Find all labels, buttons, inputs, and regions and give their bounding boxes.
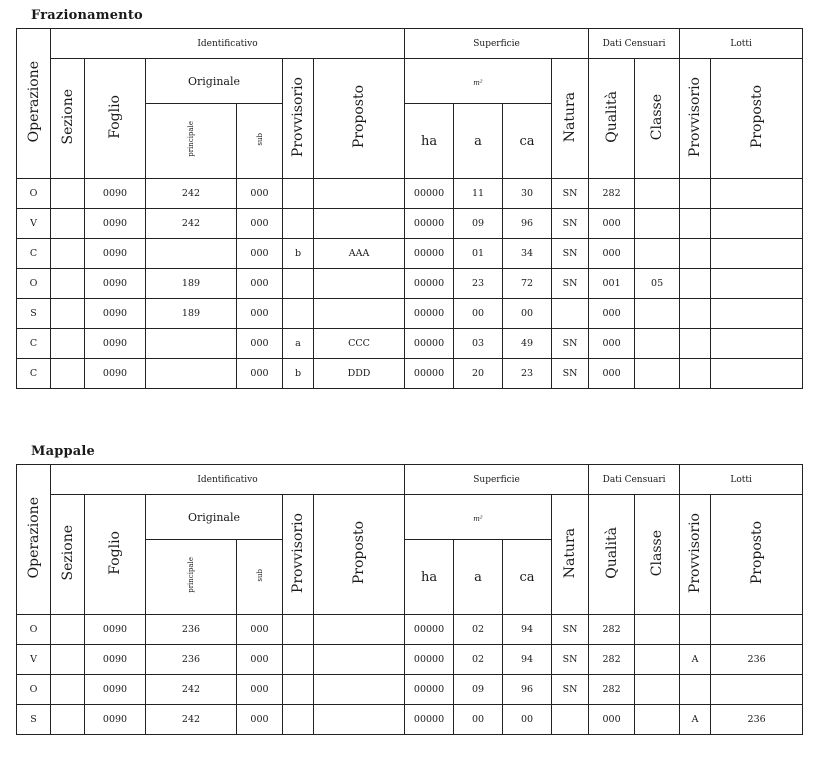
cell-sub: 000 — [237, 269, 283, 299]
cell-natura: SN — [552, 179, 589, 209]
table-row — [17, 329, 803, 359]
header-natura-label: Natura — [562, 91, 579, 143]
cell-proposto: CCC — [314, 329, 405, 359]
table-row — [17, 675, 803, 705]
cell-provvisorio — [283, 299, 314, 329]
header-ca: ca — [503, 104, 552, 179]
cell-a: 02 — [454, 615, 503, 645]
cell-sub: 000 — [237, 705, 283, 735]
cell-natura — [552, 299, 589, 329]
header-sub — [237, 540, 283, 615]
cell-natura — [552, 705, 589, 735]
cell-proposto — [314, 179, 405, 209]
cell-natura: SN — [552, 269, 589, 299]
cell-qualita: 000 — [589, 239, 635, 269]
cell-sub: 000 — [237, 675, 283, 705]
header-sub — [237, 104, 283, 179]
cell-operazione: V — [17, 645, 51, 675]
header-qualita — [589, 59, 635, 179]
cell-qualita: 000 — [589, 209, 635, 239]
cell-ha: 00000 — [405, 615, 454, 645]
cell-ca: 00 — [503, 705, 552, 735]
cell-proposto — [314, 615, 405, 645]
cell-principale: 189 — [146, 269, 237, 299]
header-classe-label: Classe — [649, 529, 666, 577]
cell-principale: 242 — [146, 675, 237, 705]
cell-provvisorio — [283, 269, 314, 299]
cell-ca: 30 — [503, 179, 552, 209]
cell-proposto — [314, 675, 405, 705]
header-originale: Originale — [146, 495, 283, 540]
cell-lotti-proposto — [711, 239, 803, 269]
header-lotti-provvisorio — [680, 59, 711, 179]
cell-natura: SN — [552, 615, 589, 645]
header-sezione — [51, 495, 85, 615]
cell-ca: 00 — [503, 299, 552, 329]
cell-sezione — [51, 209, 85, 239]
cell-sub: 000 — [237, 209, 283, 239]
cell-operazione: O — [17, 179, 51, 209]
header-unit — [405, 495, 552, 540]
cell-natura: SN — [552, 359, 589, 389]
header-classe — [635, 59, 680, 179]
cell-ca: 34 — [503, 239, 552, 269]
cell-foglio: 0090 — [85, 359, 146, 389]
cell-principale: 236 — [146, 645, 237, 675]
header-operazione — [17, 29, 51, 179]
cell-proposto — [314, 269, 405, 299]
cell-sub: 000 — [237, 359, 283, 389]
cell-ca: 94 — [503, 615, 552, 645]
cell-ha: 00000 — [405, 269, 454, 299]
cell-sub: 000 — [237, 615, 283, 645]
table-row — [17, 705, 803, 735]
cell-natura: SN — [552, 675, 589, 705]
cell-ha: 00000 — [405, 359, 454, 389]
header-qualita-label: Qualità — [603, 527, 620, 579]
cell-provvisorio: b — [283, 359, 314, 389]
cell-a: 02 — [454, 645, 503, 675]
cell-operazione: V — [17, 209, 51, 239]
cell-operazione: C — [17, 239, 51, 269]
cell-lotti-provvisorio — [680, 615, 711, 645]
header-identificativo: Identificativo — [51, 465, 405, 495]
cell-ha: 00000 — [405, 329, 454, 359]
cell-ca: 49 — [503, 329, 552, 359]
cell-sezione — [51, 675, 85, 705]
cell-foglio: 0090 — [85, 645, 146, 675]
header-lotti-proposto-label: Proposto — [748, 85, 765, 149]
header-lotti-provvisorio-label: Provvisorio — [687, 76, 704, 158]
header-dati-censuari: Dati Censuari — [589, 29, 680, 59]
cell-operazione: O — [17, 615, 51, 645]
cell-provvisorio — [283, 705, 314, 735]
table-row — [17, 179, 803, 209]
cell-provvisorio: b — [283, 239, 314, 269]
cell-principale — [146, 359, 237, 389]
header-foglio — [85, 59, 146, 179]
cell-proposto: DDD — [314, 359, 405, 389]
header-sezione-label: Sezione — [59, 89, 76, 145]
cell-foglio: 0090 — [85, 705, 146, 735]
cell-ha: 00000 — [405, 209, 454, 239]
cell-principale — [146, 239, 237, 269]
cell-principale — [146, 329, 237, 359]
header-lotti-proposto — [711, 495, 803, 615]
header-qualita-label: Qualità — [603, 91, 620, 143]
cell-provvisorio — [283, 179, 314, 209]
cell-lotti-proposto: 236 — [711, 705, 803, 735]
cell-natura: SN — [552, 329, 589, 359]
cell-ha: 00000 — [405, 705, 454, 735]
cell-classe — [635, 239, 680, 269]
cell-natura: SN — [552, 239, 589, 269]
cell-qualita: 282 — [589, 645, 635, 675]
cell-natura: SN — [552, 645, 589, 675]
header-identificativo: Identificativo — [51, 29, 405, 59]
cell-proposto — [314, 645, 405, 675]
cell-sezione — [51, 329, 85, 359]
header-provvisorio — [283, 495, 314, 615]
cell-proposto — [314, 209, 405, 239]
cell-lotti-proposto — [711, 299, 803, 329]
header-proposto — [314, 495, 405, 615]
cell-foglio: 0090 — [85, 329, 146, 359]
header-principale — [146, 104, 237, 179]
header-lotti-proposto — [711, 59, 803, 179]
header-a: a — [454, 104, 503, 179]
cell-proposto — [314, 705, 405, 735]
header-foglio-label: Foglio — [107, 95, 123, 139]
cell-a: 00 — [454, 705, 503, 735]
cell-a: 03 — [454, 329, 503, 359]
cell-provvisorio — [283, 675, 314, 705]
cell-ha: 00000 — [405, 239, 454, 269]
cell-provvisorio — [283, 645, 314, 675]
header-classe-label: Classe — [649, 93, 666, 141]
section-title: Frazionamento — [31, 8, 143, 23]
cell-ca: 96 — [503, 675, 552, 705]
header-provvisorio-label: Provvisorio — [290, 76, 306, 158]
unit-label: m² — [473, 78, 483, 87]
cell-qualita: 000 — [589, 329, 635, 359]
header-provvisorio — [283, 59, 314, 179]
cell-operazione: S — [17, 299, 51, 329]
cell-classe: 05 — [635, 269, 680, 299]
cell-principale: 242 — [146, 179, 237, 209]
cell-provvisorio — [283, 615, 314, 645]
cell-lotti-provvisorio — [680, 299, 711, 329]
table-row — [17, 239, 803, 269]
cell-lotti-provvisorio: A — [680, 705, 711, 735]
header-natura — [552, 59, 589, 179]
header-superficie: Superficie — [405, 465, 589, 495]
cell-sezione — [51, 269, 85, 299]
cell-lotti-provvisorio: A — [680, 645, 711, 675]
cell-lotti-proposto — [711, 359, 803, 389]
cell-sezione — [51, 705, 85, 735]
header-natura — [552, 495, 589, 615]
cell-principale: 236 — [146, 615, 237, 645]
cell-a: 01 — [454, 239, 503, 269]
cell-ca: 23 — [503, 359, 552, 389]
cell-qualita: 282 — [589, 179, 635, 209]
header-foglio-label: Foglio — [107, 531, 123, 575]
header-originale: Originale — [146, 59, 283, 104]
header-a: a — [454, 540, 503, 615]
header-proposto — [314, 59, 405, 179]
cell-operazione: C — [17, 359, 51, 389]
header-operazione-label: Operazione — [25, 61, 42, 143]
header-provvisorio-label: Provvisorio — [290, 512, 306, 594]
cell-foglio: 0090 — [85, 675, 146, 705]
header-classe — [635, 495, 680, 615]
cell-operazione: S — [17, 705, 51, 735]
cell-lotti-proposto — [711, 269, 803, 299]
header-lotti: Lotti — [680, 465, 803, 495]
cell-lotti-proposto — [711, 179, 803, 209]
cell-a: 09 — [454, 675, 503, 705]
header-principale-label: principale — [187, 121, 195, 157]
cell-qualita: 282 — [589, 675, 635, 705]
cell-sub: 000 — [237, 329, 283, 359]
cell-ca: 96 — [503, 209, 552, 239]
cell-classe — [635, 209, 680, 239]
cell-principale: 189 — [146, 299, 237, 329]
header-qualita — [589, 495, 635, 615]
cell-a: 20 — [454, 359, 503, 389]
header-natura-label: Natura — [562, 527, 579, 579]
header-sub-label: sub — [255, 568, 264, 582]
cell-lotti-proposto — [711, 615, 803, 645]
cell-lotti-proposto — [711, 209, 803, 239]
cell-sezione — [51, 299, 85, 329]
cell-foglio: 0090 — [85, 615, 146, 645]
header-ha: ha — [405, 104, 454, 179]
cell-sezione — [51, 645, 85, 675]
cell-lotti-provvisorio — [680, 269, 711, 299]
cell-sezione — [51, 239, 85, 269]
cell-sub: 000 — [237, 299, 283, 329]
cell-foglio: 0090 — [85, 239, 146, 269]
cell-operazione: C — [17, 329, 51, 359]
table-row — [17, 359, 803, 389]
cadastral-table — [16, 464, 803, 735]
cell-lotti-proposto — [711, 675, 803, 705]
cell-a: 09 — [454, 209, 503, 239]
cell-classe — [635, 645, 680, 675]
cell-qualita: 000 — [589, 359, 635, 389]
cell-foglio: 0090 — [85, 299, 146, 329]
cell-classe — [635, 615, 680, 645]
cell-sub: 000 — [237, 645, 283, 675]
cell-proposto: AAA — [314, 239, 405, 269]
cell-lotti-provvisorio — [680, 359, 711, 389]
header-superficie: Superficie — [405, 29, 589, 59]
cell-principale: 242 — [146, 209, 237, 239]
header-ca: ca — [503, 540, 552, 615]
cell-sub: 000 — [237, 239, 283, 269]
cell-sub: 000 — [237, 179, 283, 209]
cell-sezione — [51, 615, 85, 645]
table-row — [17, 615, 803, 645]
cell-lotti-provvisorio — [680, 675, 711, 705]
header-lotti-provvisorio — [680, 495, 711, 615]
cell-lotti-provvisorio — [680, 239, 711, 269]
cell-qualita: 000 — [589, 705, 635, 735]
cell-lotti-provvisorio — [680, 209, 711, 239]
unit-label: m² — [473, 514, 483, 523]
cadastral-table — [16, 28, 803, 389]
cell-foglio: 0090 — [85, 209, 146, 239]
header-sub-label: sub — [255, 132, 264, 146]
cell-ha: 00000 — [405, 179, 454, 209]
cell-classe — [635, 329, 680, 359]
header-sezione — [51, 59, 85, 179]
header-proposto-label: Proposto — [351, 521, 368, 585]
header-lotti: Lotti — [680, 29, 803, 59]
cell-qualita: 000 — [589, 299, 635, 329]
cell-classe — [635, 359, 680, 389]
header-sezione-label: Sezione — [59, 525, 76, 581]
cell-lotti-proposto: 236 — [711, 645, 803, 675]
cell-lotti-provvisorio — [680, 329, 711, 359]
header-lotti-provvisorio-label: Provvisorio — [687, 512, 704, 594]
cell-sezione — [51, 179, 85, 209]
cell-classe — [635, 675, 680, 705]
cell-ca: 72 — [503, 269, 552, 299]
cell-lotti-proposto — [711, 329, 803, 359]
cell-a: 11 — [454, 179, 503, 209]
header-operazione-label: Operazione — [25, 497, 42, 579]
header-dati-censuari: Dati Censuari — [589, 465, 680, 495]
header-operazione — [17, 465, 51, 615]
table-row — [17, 645, 803, 675]
cell-operazione: O — [17, 269, 51, 299]
cell-ha: 00000 — [405, 675, 454, 705]
header-principale-label: principale — [187, 557, 195, 593]
cell-qualita: 001 — [589, 269, 635, 299]
cell-qualita: 282 — [589, 615, 635, 645]
cell-lotti-provvisorio — [680, 179, 711, 209]
header-ha: ha — [405, 540, 454, 615]
cell-proposto — [314, 299, 405, 329]
cell-classe — [635, 179, 680, 209]
cell-a: 23 — [454, 269, 503, 299]
header-foglio — [85, 495, 146, 615]
cell-classe — [635, 705, 680, 735]
cell-provvisorio: a — [283, 329, 314, 359]
table-row — [17, 209, 803, 239]
header-unit — [405, 59, 552, 104]
section-title: Mappale — [31, 444, 96, 459]
cell-a: 00 — [454, 299, 503, 329]
cell-natura: SN — [552, 209, 589, 239]
cell-operazione: O — [17, 675, 51, 705]
cell-sezione — [51, 359, 85, 389]
cell-ha: 00000 — [405, 299, 454, 329]
header-lotti-proposto-label: Proposto — [748, 521, 765, 585]
table-row — [17, 269, 803, 299]
cell-classe — [635, 299, 680, 329]
cell-foglio: 0090 — [85, 269, 146, 299]
cell-ca: 94 — [503, 645, 552, 675]
cell-ha: 00000 — [405, 645, 454, 675]
cell-foglio: 0090 — [85, 179, 146, 209]
cell-provvisorio — [283, 209, 314, 239]
header-principale — [146, 540, 237, 615]
cell-principale: 242 — [146, 705, 237, 735]
table-row — [17, 299, 803, 329]
header-proposto-label: Proposto — [351, 85, 368, 149]
